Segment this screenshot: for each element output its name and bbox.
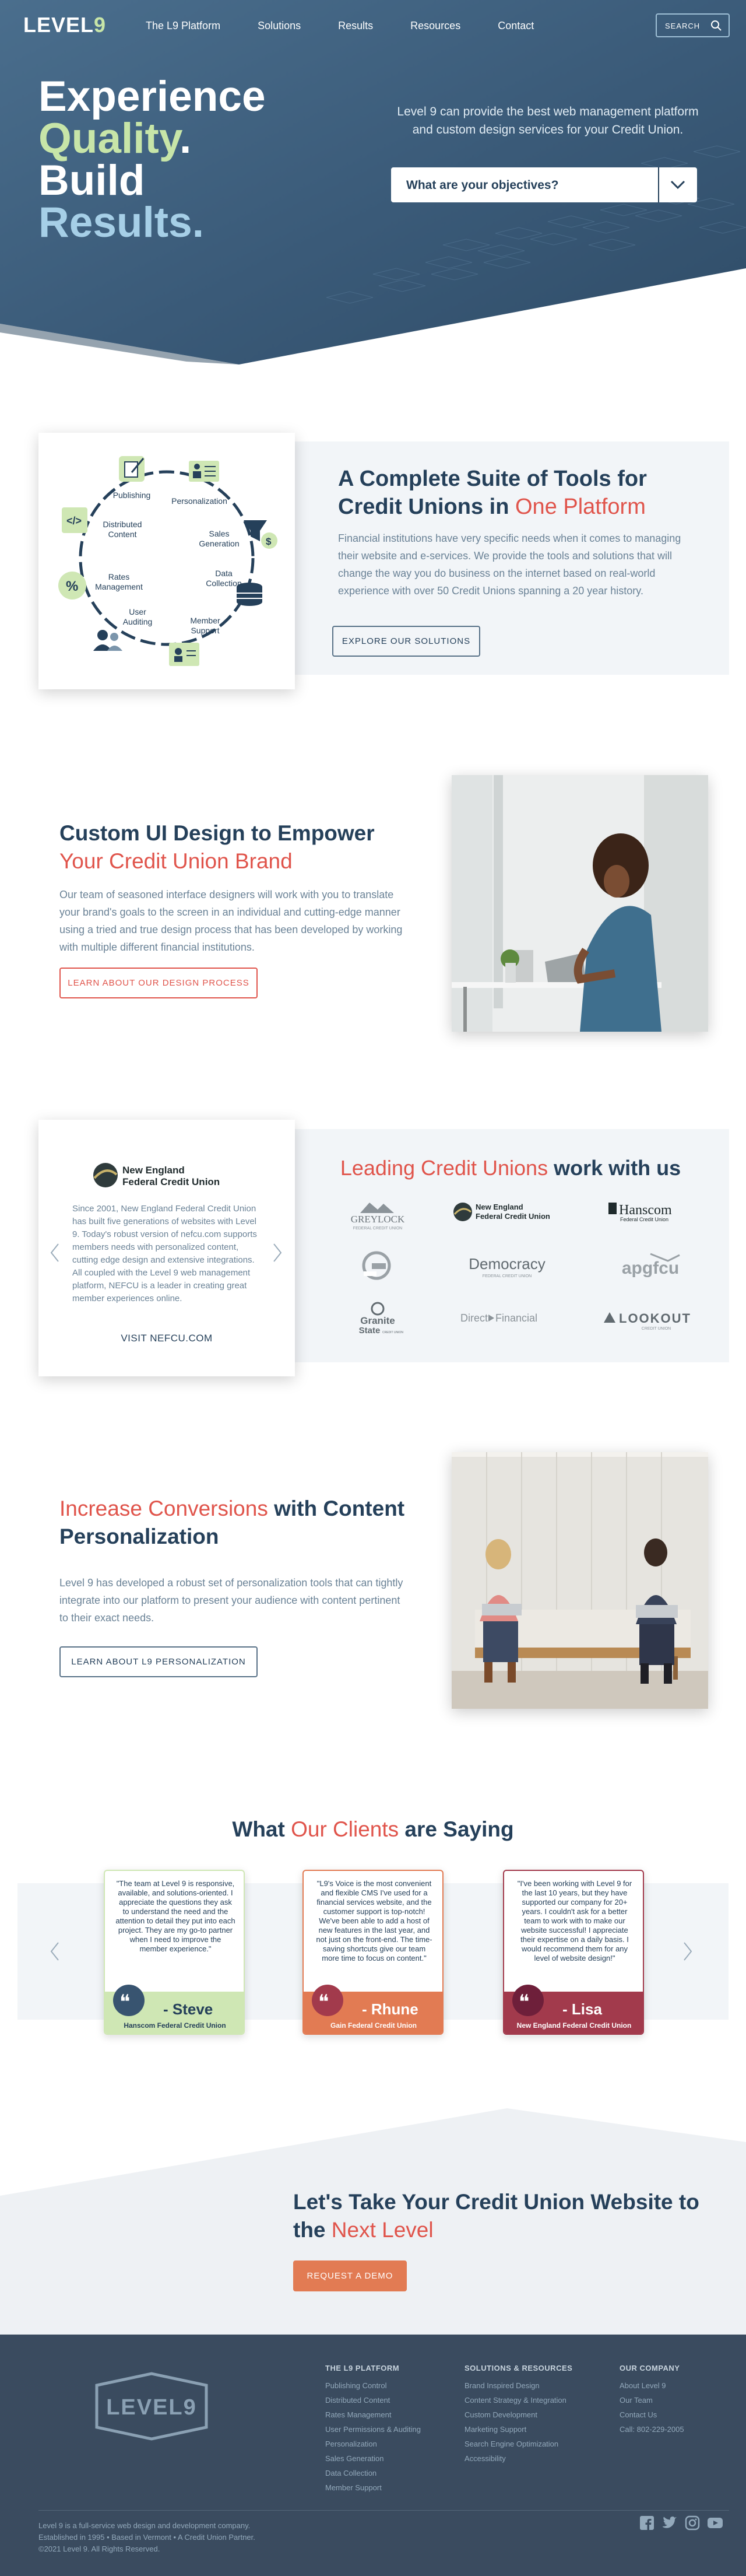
nav-link-solutions[interactable]: Solutions	[258, 20, 301, 31]
footer-link[interactable]: Member Support	[325, 2483, 382, 2492]
testimonial-name: - Rhune	[362, 2000, 418, 2018]
gain-logo-image	[314, 1248, 442, 1289]
clients-title-rest: are Saying	[399, 1817, 514, 1841]
partners-title-highlight: Leading Credit Unions	[340, 1156, 548, 1180]
nefcu-logo	[92, 1162, 244, 1191]
footer-divider	[38, 2510, 729, 2511]
logo-number: 9	[94, 13, 107, 37]
objectives-label: What are your objectives?	[406, 178, 559, 192]
cta-title-highlight: Next Level	[331, 2218, 434, 2242]
cycle-label-member: Member	[190, 616, 220, 625]
footer-col-company	[620, 2364, 684, 2437]
footer-legal-line: Established in 1995 • Based in Vermont • A Credit Union Partner.	[38, 2533, 255, 2542]
cycle-label-auditing: Auditing	[122, 617, 153, 626]
quote-icon	[312, 1985, 343, 2016]
lookout-logo-image	[586, 1301, 715, 1341]
personalization-title-main: with Content Personalization	[59, 1496, 405, 1548]
testimonial-quote: "L9's Voice is the most convenient and flexible CMS I've used for a financial services website, and the customer support is top-notch! We've been able to add a host of new features in the last year, and not just on the front-end. The time-saving shortcuts give our team more time to focus on content."	[316, 1879, 432, 1962]
cta-title-main: Let's Take Your Credit Union Website to the	[293, 2190, 699, 2242]
nav-link-results[interactable]: Results	[338, 20, 374, 31]
hanscom-logo-image	[586, 1196, 715, 1236]
nefcu-case-text: Since 2001, New England Federal Credit Union has built five generations of websites with Level 9. Today's robust version of nefcu.com supports members needs with personalized content, cutting edge design and extensive integrations. All coupled with the Level 9 web management platform, NEFCU is a leader in creating great member experiences online.	[72, 1204, 257, 1303]
granite-line2: State	[358, 1326, 381, 1336]
cycle-label-content: Content	[108, 530, 137, 539]
svg-text:❝: ❝	[318, 1990, 329, 2014]
design-title-highlight: Your Credit Union Brand	[59, 849, 293, 873]
footer-link[interactable]: Publishing Control	[325, 2381, 387, 2390]
democracy-logo-image	[443, 1248, 571, 1289]
search-icon	[710, 20, 722, 31]
nefcu-partner-line1: New England	[476, 1203, 523, 1211]
testimonials-next-icon[interactable]	[682, 1941, 694, 1962]
footer-link[interactable]: Personalization	[325, 2440, 377, 2448]
svg-text:❝: ❝	[119, 1990, 131, 2014]
search-button[interactable]	[656, 13, 730, 37]
designer-photo-image	[452, 775, 708, 1032]
democracy-logo	[443, 1248, 571, 1289]
footer-legal-line: ©2021 Level 9. All Rights Reserved.	[38, 2545, 160, 2553]
footer-link[interactable]: Distributed Content	[325, 2396, 390, 2405]
clients-title-main: What	[232, 1817, 291, 1841]
testimonial-quote: "I've been working with Level 9 for the last 10 years, but they have supported our company for 20+ years. I couldn't ask for a better team to work with to make our website successful! I appreciate their expertise on a daily basis. I would recommend them for any level of website design!"	[517, 1879, 632, 1962]
granite-line3: CREDIT UNION	[382, 1331, 404, 1334]
lookout-sub: CREDIT UNION	[641, 1327, 671, 1331]
apgfcu-name: apgfcu	[621, 1259, 680, 1278]
couch-photo-image	[452, 1452, 708, 1709]
granite-state-logo-image	[314, 1301, 442, 1341]
platform-cycle-card	[38, 433, 295, 689]
cycle-label-support: Support	[191, 626, 220, 635]
cycle-label-personalization: Personalization	[171, 496, 227, 506]
testimonials-prev-icon[interactable]	[49, 1941, 61, 1962]
personalization-title	[59, 1495, 409, 1551]
lookout-name: LOOKOUT	[619, 1311, 691, 1326]
lookout-logo	[586, 1301, 715, 1341]
greylock-logo	[314, 1196, 442, 1236]
clients-title	[0, 1817, 746, 1842]
footer-heading: SOLUTIONS & RESOURCES	[465, 2364, 573, 2372]
granite-state-logo	[314, 1301, 442, 1341]
suite-description: Financial institutions have very specific needs when it comes to managing their website and e-services. We provide the tools and solutions that will change the way you do business on the internet based on real-world experience with over 50 Credit Unions spanning a 20 year history.	[338, 532, 681, 597]
greylock-sub: FEDERAL CREDIT UNION	[353, 1226, 403, 1231]
footer-link[interactable]: Brand Inspired Design	[465, 2381, 540, 2390]
publishing-icon	[119, 456, 145, 482]
designer-photo	[452, 775, 708, 1032]
logo-word: LEVEL	[23, 13, 94, 37]
nav-link-platform[interactable]: The L9 Platform	[146, 20, 221, 31]
hero-section	[0, 0, 746, 373]
design-title	[59, 819, 409, 875]
facebook-icon[interactable]	[639, 2515, 654, 2531]
footer-link[interactable]: Custom Development	[465, 2410, 537, 2419]
nefcu-partner-logo	[443, 1196, 571, 1236]
search-label: SEARCH	[665, 22, 701, 30]
footer-link[interactable]: Contact Us	[620, 2410, 657, 2419]
footer-link[interactable]: Accessibility	[465, 2454, 506, 2463]
hero-line-build: Build	[38, 157, 145, 204]
apgfcu-logo-image	[586, 1248, 715, 1289]
dollar-icon-glyph: $	[266, 536, 272, 547]
nefcu-partner-line2: Federal Credit Union	[476, 1212, 550, 1221]
partners-title-rest: work with us	[548, 1156, 681, 1180]
footer-link[interactable]: User Permissions & Auditing	[325, 2425, 421, 2434]
design-description: Our team of seasoned interface designers will work with you to translate your brand's goals to the screen in an individual and cutting-edge manner using a tried and true design process that has been developed by working with multiple different financial institutions.	[59, 889, 403, 953]
request-demo-button[interactable]: REQUEST A DEMO	[293, 2260, 407, 2291]
hero-description: Level 9 can provide the best web management platform and custom design services for your Credit Union.	[397, 105, 699, 136]
testimonial-name: - Steve	[163, 2000, 213, 2018]
testimonial-card-lisa	[503, 1870, 644, 2035]
footer-link[interactable]: Rates Management	[325, 2410, 392, 2419]
hanscom-logo	[586, 1196, 715, 1236]
testimonial-org: Hanscom Federal Credit Union	[124, 2021, 226, 2030]
footer-heading: OUR COMPANY	[620, 2364, 680, 2372]
level9-logo[interactable]	[23, 13, 106, 37]
democracy-name: Democracy	[469, 1255, 546, 1273]
objectives-dropdown[interactable]	[391, 167, 697, 202]
youtube-icon[interactable]	[707, 2515, 723, 2531]
nefcu-logo-line2: Federal Credit Union	[122, 1176, 220, 1187]
cta-title	[293, 2188, 701, 2244]
personalization-description: Level 9 has developed a robust set of personalization tools that can tightly integrate into our platform to present your audience with content pertinent to their exact needs.	[59, 1577, 403, 1624]
cycle-label-distributed: Distributed	[103, 520, 142, 529]
footer-col-solutions	[465, 2364, 572, 2466]
quote-icon	[113, 1985, 145, 2016]
footer-col-platform	[325, 2364, 421, 2495]
nefcu-logo-line1: New England	[122, 1165, 185, 1176]
footer-legal	[38, 2520, 255, 2555]
nav-links	[146, 20, 571, 32]
hero-headline	[38, 73, 266, 246]
personalization-button[interactable]: LEARN ABOUT L9 PERSONALIZATION	[59, 1646, 258, 1677]
design-title-main: Custom UI Design to Empower	[59, 821, 375, 845]
footer-link[interactable]: Our Team	[620, 2396, 653, 2405]
direct-financial-logo-image	[443, 1301, 571, 1341]
footer-logo-number: 9	[183, 2395, 197, 2420]
testimonial-quote: "The team at Level 9 is responsive, available, and solutions-oriented. I appreciate the questions they ask to understand the need and the attention to detail they put into each project. They are my go-to partner when I need to improve the member experience."	[115, 1879, 235, 1953]
visit-nefcu-link[interactable]: VISIT NEFCU.COM	[121, 1333, 213, 1344]
hero-line-punct: .	[180, 115, 192, 162]
clients-title-highlight: Our Clients	[291, 1817, 399, 1841]
chevron-right-icon[interactable]	[272, 1242, 283, 1263]
cycle-label-publishing: Publishing	[112, 490, 151, 500]
greylock-logo-image	[314, 1196, 442, 1236]
testimonial-org: New England Federal Credit Union	[516, 2021, 632, 2030]
footer-heading: THE L9 PLATFORM	[325, 2364, 400, 2372]
footer-link[interactable]: Data Collection	[325, 2469, 377, 2477]
testimonial-org: Gain Federal Credit Union	[330, 2021, 417, 2030]
financial-word: Financial	[495, 1312, 538, 1324]
svg-text:❝: ❝	[519, 1990, 530, 2014]
design-process-button[interactable]: LEARN ABOUT OUR DESIGN PROCESS	[59, 968, 258, 998]
chevron-down-icon	[669, 178, 687, 192]
personalization-icon	[189, 461, 219, 482]
code-icon-glyph: </>	[66, 515, 82, 527]
testimonial-name: - Lisa	[562, 2000, 602, 2018]
svg-text:LEVEL9	[106, 2395, 197, 2420]
greylock-name: GREYLOCK	[350, 1214, 405, 1225]
hanscom-name: Hanscom	[619, 1203, 672, 1218]
cycle-label-generation: Generation	[199, 539, 240, 548]
footer-link[interactable]: About Level 9	[620, 2381, 666, 2390]
cycle-label-sales: Sales	[209, 529, 230, 538]
site-footer	[0, 2335, 746, 2576]
platform-cycle-diagram	[38, 433, 295, 689]
cycle-label-data: Data	[215, 569, 233, 578]
hanscom-sub: Federal Credit Union	[620, 1217, 669, 1222]
suite-title-highlight: One Platform	[515, 495, 646, 519]
footer-link[interactable]: Content Strategy & Integration	[465, 2396, 566, 2405]
nefcu-case-card	[38, 1120, 295, 1376]
nefcu-partner-logo-image	[443, 1196, 571, 1236]
couch-photo	[452, 1452, 708, 1709]
footer-legal-line: Level 9 is a full-service web design and development company.	[38, 2521, 251, 2530]
quote-icon	[512, 1985, 544, 2016]
explore-solutions-button[interactable]: EXPLORE OUR SOLUTIONS	[332, 626, 480, 657]
footer-link[interactable]: Sales Generation	[325, 2454, 384, 2463]
granite-line1: Granite	[360, 1315, 395, 1326]
nav-link-resources[interactable]: Resources	[410, 20, 461, 31]
suite-title	[338, 465, 711, 521]
footer-logo[interactable]	[93, 2371, 210, 2441]
direct-financial-logo	[443, 1301, 571, 1341]
social-links	[639, 2515, 723, 2531]
direct-word: Direct	[460, 1312, 488, 1324]
twitter-icon[interactable]	[661, 2515, 678, 2531]
partners-title	[292, 1156, 729, 1180]
democracy-sub: FEDERAL CREDIT UNION	[482, 1274, 532, 1278]
footer-logo-word: LEVEL	[106, 2395, 184, 2420]
cycle-label-rates: Rates	[108, 572, 130, 581]
main-nav	[0, 0, 746, 52]
member-support-icon	[169, 643, 199, 666]
dropdown-divider	[658, 167, 659, 202]
footer-link[interactable]: Marketing Support	[465, 2425, 527, 2434]
suite-title-main: A Complete Suite of Tools for Credit Unions in	[338, 467, 647, 519]
cycle-label-management: Management	[95, 582, 143, 591]
personalization-title-highlight: Increase Conversions	[59, 1496, 268, 1520]
hero-line-quality: Quality	[38, 115, 180, 162]
apgfcu-logo	[586, 1248, 715, 1289]
gain-logo	[314, 1248, 442, 1289]
instagram-icon[interactable]	[685, 2515, 700, 2531]
user-auditing-icon	[93, 630, 122, 651]
testimonial-card-rhune	[302, 1870, 444, 2035]
testimonial-card-steve	[104, 1870, 245, 2035]
footer-phone-link[interactable]: Call: 802-229-2005	[620, 2425, 684, 2434]
rates-percent-icon	[58, 572, 86, 600]
nav-link-contact[interactable]: Contact	[498, 20, 534, 31]
cycle-label-user: User	[129, 607, 146, 616]
code-icon	[62, 507, 87, 533]
hero-line-results: Results.	[38, 199, 204, 246]
percent-icon-glyph: %	[66, 579, 79, 594]
hero-line-experience: Experience	[38, 73, 266, 120]
cycle-label-collection: Collection	[206, 579, 242, 588]
footer-link[interactable]: Search Engine Optimization	[465, 2440, 559, 2448]
chevron-left-icon[interactable]	[49, 1242, 61, 1263]
